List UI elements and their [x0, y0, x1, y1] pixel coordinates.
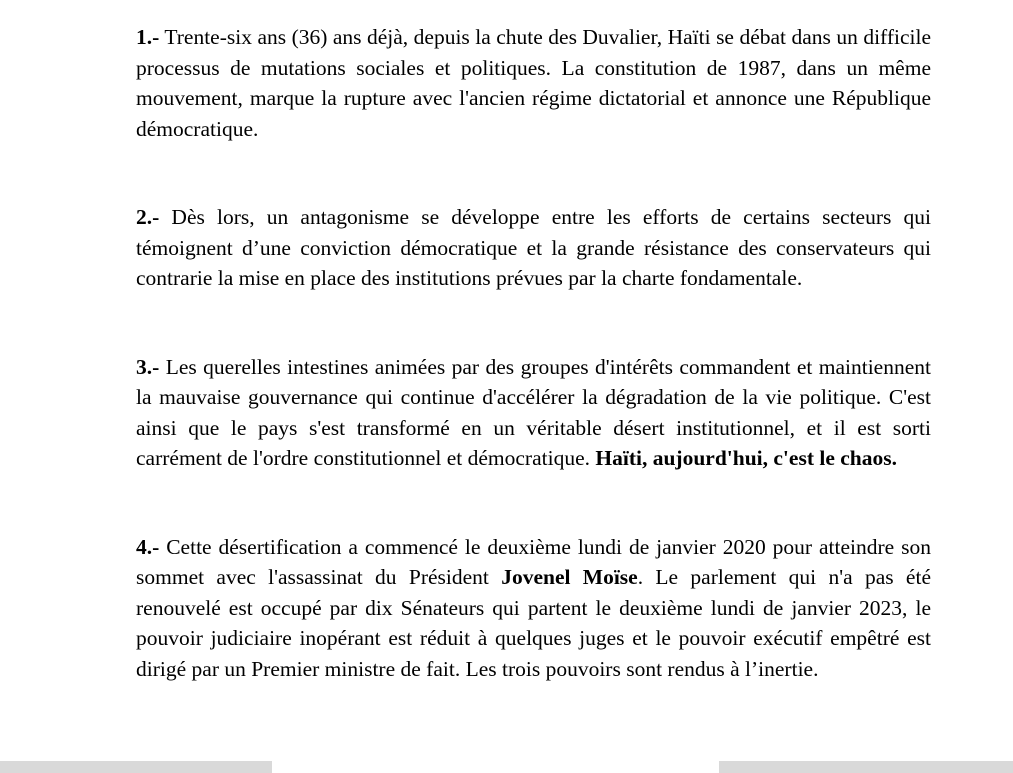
paragraph-1-number: 1.- [136, 25, 160, 49]
paragraph-3-text: Les querelles intestines animées par des groupes d'intérêts commandent et maintiennent la mauvaise gouvernance qui continue d'accélérer la dégradation de la vie politique. C'est ainsi que le pays s'est transformé en un véritable désert institutionnel, et il est sorti carrément de l'ordre constitutionnel et démocratique. [136, 354, 931, 470]
paragraph-spacer-3 [136, 474, 931, 532]
paragraph-3 [136, 352, 931, 474]
bottom-strip-left-segment [0, 761, 272, 773]
paragraph-3-emphasis: Haïti, aujourd'hui, c'est le chaos. [595, 446, 897, 470]
document-text-body [136, 22, 931, 684]
paragraph-2-number: 2.- [136, 205, 160, 229]
paragraph-spacer-2 [136, 294, 931, 352]
paragraph-1 [136, 22, 931, 144]
paragraph-1-text: Trente-six ans (36) ans déjà, depuis la chute des Duvalier, Haïti se débat dans un difficile processus de mutations sociales et politiques. La constitution de 1987, dans un même mouvement, marque la rupture avec l'ancien régime dictatorial et annonce une République démocratique. [136, 25, 931, 141]
paragraph-4 [136, 532, 931, 685]
bottom-strip-right-segment [719, 761, 1013, 773]
paragraph-4-text: Cette désertification a commencé le deuxième lundi de janvier 2020 pour atteindre son sommet avec l'assassinat du Président [136, 534, 931, 589]
page-bottom-strip [0, 761, 1013, 773]
paragraph-4-number: 4.- [136, 534, 160, 559]
paragraph-spacer-1 [136, 144, 931, 202]
paragraph-4-emphasis: Jovenel Moïse [501, 565, 638, 589]
bottom-strip-middle-segment [272, 761, 719, 773]
paragraph-4-text-continued: . Le parlement qui n'a pas été renouvelé est occupé par dix Sénateurs qui partent le deuxième lundi de janvier 2023, le pouvoir judiciaire inopérant est réduit à quelques juges et le pouvoir exécutif empêtré est dirigé par un Premier ministre de fait. Les trois pouvoirs sont rendus à l’inertie. [136, 565, 931, 681]
paragraph-2-text: Dès lors, un antagonisme se développe entre les efforts de certains secteurs qui témoignent d’une conviction démocratique et la grande résistance des conservateurs qui contrarie la mise en place des institutions prévues par la charte fondamentale. [136, 205, 931, 290]
paragraph-2 [136, 202, 931, 294]
paragraph-3-number: 3.- [136, 354, 160, 379]
